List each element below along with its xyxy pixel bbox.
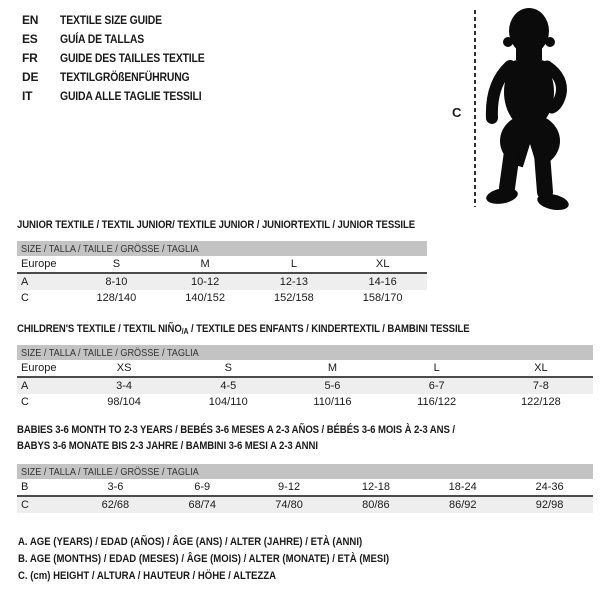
height-measure-dashed-line bbox=[474, 10, 476, 207]
size-cell: L bbox=[385, 360, 489, 377]
children-table-title-text bbox=[17, 321, 470, 340]
table-row bbox=[17, 273, 427, 290]
legend-line-a: A. AGE (YEARS) / EDAD (AÑOS) / ÂGE (ANS) / ALTER (JAHRE) / ETÀ (ANNI) bbox=[18, 536, 363, 548]
lang-row-de bbox=[22, 68, 226, 87]
size-header-text: SIZE / TALLA / TAILLE / GRÖSSE / TAGLIA bbox=[21, 242, 199, 255]
children-table-title bbox=[17, 321, 537, 340]
table-row bbox=[17, 377, 593, 394]
value-cell: 8-10 bbox=[72, 273, 161, 290]
size-cell: L bbox=[250, 256, 339, 273]
row-label: Europe bbox=[17, 256, 72, 273]
value-cell: 158/170 bbox=[362, 292, 403, 304]
size-cell: XL bbox=[489, 360, 593, 377]
value-cell: 110/116 bbox=[313, 396, 352, 408]
value-cell: 3-4 bbox=[72, 377, 176, 394]
row-label: B bbox=[17, 479, 72, 496]
measure-legend bbox=[18, 534, 445, 585]
lang-code: ES bbox=[22, 32, 38, 46]
row-label: C bbox=[21, 396, 29, 408]
language-heading-list bbox=[22, 11, 226, 106]
size-header-row bbox=[17, 345, 593, 360]
size-cell: M bbox=[280, 360, 384, 377]
lang-label: GUÍA DE TALLAS bbox=[60, 32, 144, 46]
lang-row-it bbox=[22, 87, 226, 106]
value-cell: 7-8 bbox=[489, 377, 593, 394]
table-row bbox=[17, 360, 593, 377]
size-header-row bbox=[17, 464, 593, 479]
row-label: C bbox=[17, 496, 72, 513]
value-cell: 80/86 bbox=[332, 496, 419, 513]
value-cell: 152/158 bbox=[273, 292, 314, 304]
lang-row-en bbox=[22, 11, 226, 30]
value-cell: 24-36 bbox=[506, 479, 593, 496]
lang-label: GUIDE DES TAILLES TEXTILE bbox=[60, 51, 205, 65]
table-row bbox=[17, 479, 593, 496]
lang-code: FR bbox=[22, 51, 38, 65]
value-cell: 62/68 bbox=[72, 496, 159, 513]
title-part: CHILDREN'S TEXTILE / TEXTIL NIÑO bbox=[17, 323, 182, 335]
table-row bbox=[17, 496, 593, 513]
legend-line-c: C. (cm) HEIGHT / ALTURA / HAUTEUR / HÖHE / ALTEZZA bbox=[18, 570, 277, 582]
height-measure-label: C bbox=[452, 105, 462, 120]
junior-table-title bbox=[17, 217, 475, 233]
babies-title-line1: BABIES 3-6 MONTH TO 2-3 YEARS / BEBÉS 3-6 MESES A 2-3 AÑOS / BÉBÉS 3-6 MOIS À 2-3 ANS / bbox=[17, 424, 455, 436]
table-row bbox=[17, 290, 427, 306]
value-cell: 12-18 bbox=[332, 479, 419, 496]
lang-code: DE bbox=[22, 70, 39, 84]
value-cell: 18-24 bbox=[419, 479, 506, 496]
value-cell: 116/122 bbox=[417, 396, 457, 408]
table-row bbox=[17, 256, 427, 273]
size-header-row bbox=[17, 241, 427, 256]
babies-size-table bbox=[17, 464, 593, 513]
value-cell: 6-7 bbox=[385, 377, 489, 394]
title-part: / TEXTILE DES ENFANTS / KINDERTEXTIL / BAMBINI TESSILE bbox=[188, 323, 470, 335]
row-label: C bbox=[21, 292, 29, 304]
value-cell: 104/110 bbox=[208, 396, 248, 408]
value-cell: 5-6 bbox=[280, 377, 384, 394]
size-header-text: SIZE / TALLA / TAILLE / GRÖSSE / TAGLIA bbox=[21, 346, 199, 359]
table-row bbox=[17, 394, 593, 410]
size-cell: XL bbox=[338, 256, 427, 273]
row-label: A bbox=[17, 273, 72, 290]
size-cell: M bbox=[161, 256, 250, 273]
size-header-text: SIZE / TALLA / TAILLE / GRÖSSE / TAGLIA bbox=[21, 465, 199, 478]
value-cell: 10-12 bbox=[161, 273, 250, 290]
lang-row-es bbox=[22, 30, 226, 49]
row-label: Europe bbox=[17, 360, 72, 377]
value-cell: 122/128 bbox=[520, 396, 561, 408]
legend-line-b: B. AGE (MONTHS) / EDAD (MESES) / ÂGE (MOIS) / ALTER (MONATE) / ETÀ (MESI) bbox=[18, 553, 390, 565]
value-cell: 128/140 bbox=[96, 292, 137, 304]
junior-size-table bbox=[17, 241, 427, 306]
value-cell: 9-12 bbox=[246, 479, 333, 496]
title-subscript: /A bbox=[181, 327, 189, 336]
lang-code: EN bbox=[22, 13, 39, 27]
babies-title-line2: BABYS 3-6 MONATE BIS 2-3 JAHRE / BAMBINI 3-6 MESI A 2-3 ANNI bbox=[17, 440, 318, 452]
value-cell: 86/92 bbox=[419, 496, 506, 513]
value-cell: 92/98 bbox=[506, 496, 593, 513]
junior-table-title-text: JUNIOR TEXTILE / TEXTIL JUNIOR/ TEXTILE JUNIOR / JUNIORTEXTIL / JUNIOR TESSILE bbox=[17, 219, 416, 231]
value-cell: 12-13 bbox=[250, 273, 339, 290]
baby-silhouette-image bbox=[480, 4, 575, 216]
size-cell: S bbox=[72, 256, 161, 273]
value-cell: 98/104 bbox=[107, 396, 141, 408]
lang-row-fr bbox=[22, 49, 226, 68]
value-cell: 140/152 bbox=[185, 292, 225, 304]
size-cell: S bbox=[176, 360, 280, 377]
value-cell: 6-9 bbox=[159, 479, 246, 496]
value-cell: 4-5 bbox=[176, 377, 280, 394]
lang-label: GUIDA ALLE TAGLIE TESSILI bbox=[60, 89, 202, 103]
size-cell: XS bbox=[72, 360, 176, 377]
value-cell: 14-16 bbox=[338, 273, 427, 290]
value-cell: 68/74 bbox=[159, 496, 246, 513]
babies-table-title bbox=[17, 422, 520, 454]
value-cell: 74/80 bbox=[246, 496, 333, 513]
row-label: A bbox=[17, 377, 72, 394]
lang-label: TEXTILGRÖßENFÜHRUNG bbox=[60, 70, 190, 84]
children-size-table bbox=[17, 345, 593, 410]
lang-label: TEXTILE SIZE GUIDE bbox=[60, 13, 162, 27]
value-cell: 3-6 bbox=[72, 479, 159, 496]
lang-code: IT bbox=[22, 89, 33, 103]
